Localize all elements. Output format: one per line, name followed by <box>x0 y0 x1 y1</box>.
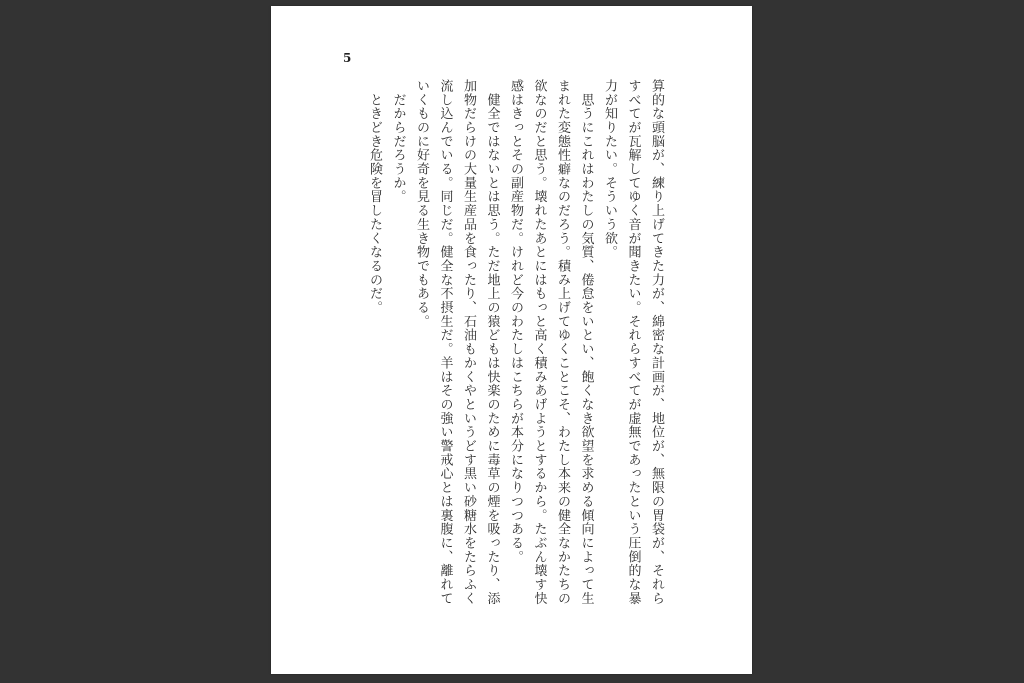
vertical-text-body <box>363 79 669 619</box>
paragraph-2: 思うにこれはわたしの気質、倦怠をいとい、飽くなき欲望を求める傾向によって生まれた変態性癖なのだろう。積み上げてゆくことこそ、わたし本来の健全なかたちの欲なのだと思う。壊れたあとにはもっと高く積みあげようとするから。たぶん壊す快感はきっとその副産物だ。けれど今のわたしはこちらが本分になりつつある。 <box>508 79 594 606</box>
document-page <box>271 6 752 674</box>
paragraph-4: だからだろうか。 <box>390 79 406 204</box>
paragraph-1: 算的な頭脳が、練り上げてきた力が、綿密な計画が、地位が、無限の胃袋が、それらすべてが瓦解してゆく音が聞きたい。それらすべてが虚無であったという圧倒的な暴力が知りたい。そういう欲。 <box>602 79 664 606</box>
page-number: 5 <box>343 51 352 65</box>
paragraph-3: 健全ではないとは思う。ただ地上の猿どもは快楽のために毒草の煙を吸ったり、添加物だらけの大量生産品を食ったり、石油もかくやというどす黒い砂糖水をたらふく流し込んでいる。同じだ。健全な不摂生だ。羊はその強い警戒心とは裏腹に、離れていくものに好奇を見る生き物でもある。 <box>414 79 500 606</box>
paragraph-5: ときどき危険を冒したくなるのだ。 <box>367 79 382 315</box>
